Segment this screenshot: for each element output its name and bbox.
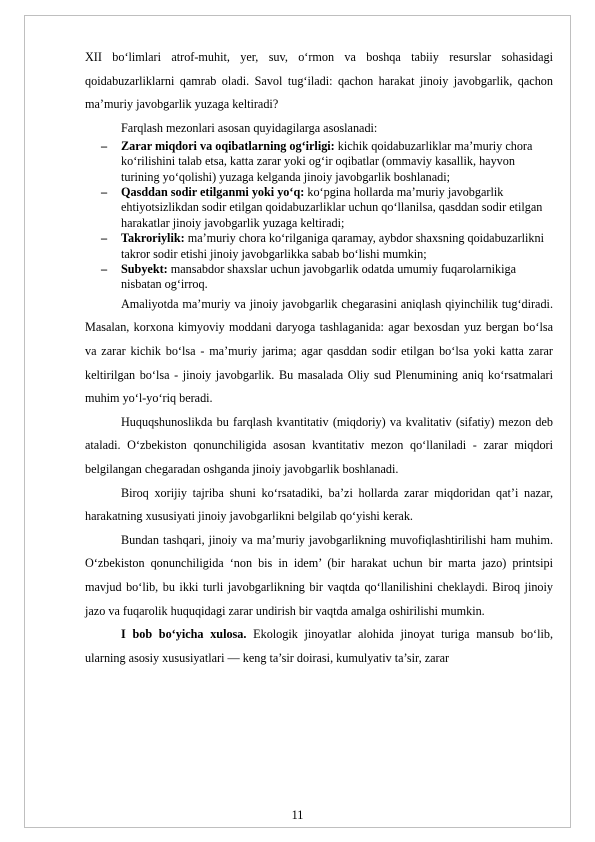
list-item-term: Subyekt: bbox=[121, 262, 168, 277]
list-bullet: – bbox=[101, 138, 108, 153]
paragraph: Amaliyotda ma’muriy va jinoiy javobgarlik chegarasini aniqlash qiyinchilik tug‘diradi. Masalan, korxona kimyoviy moddani daryoga tashlaganida: agar bexosdan yuz bergan bo‘lsa va zarar kichik bo‘lsa - ma’muriy jarima; agar qasddan sodir etilgan bo‘lsa yoki katta zarar keltirilgan bo‘lsa - jinoiy javobgarlik. Bu masalada Oliy sud Plenumining aniq ko‘rsatmalari muhim yo‘l-yo‘riq beradi. bbox=[85, 296, 553, 406]
list-item-text: kichik qoidabuzarliklar ma’muriy chora ko‘rilishini talab etsa, katta zarar yoki og‘ir oqibatlar (ommaviy kasallik, hayvon turining yo‘qolishi) yuzaga kelganda jinoiy javobgarlik boshlanadi; bbox=[121, 138, 533, 184]
paragraph bbox=[85, 623, 553, 670]
list-item-term: Qasddan sodir etilganmi yoki yo‘q: bbox=[121, 185, 305, 199]
paragraph: Bundan tashqari, jinoiy va ma’muriy javobgarlikning muvofiqlashtirilishi ham muhim. O‘zbekiston qonunchiligida ‘non bis in idem’ (bir harakat uchun bir marta jazo) printsipi mavjud bo‘lib, bu ikki turli javobgarlikning bir vaqtda qo‘llanilishini cheklaydi. Biroq jinoiy jazo va fuqarolik huquqidagi zarar undirish bir vaqtda amalga oshirilishi mumkin. bbox=[85, 532, 553, 618]
list-item-term: Takroriylik: bbox=[121, 231, 185, 246]
list-item-term: Zarar miqdori va oqibatlarning og‘irligi: bbox=[121, 138, 335, 153]
summary-heading: I bob bo‘yicha xulosa. bbox=[121, 627, 247, 642]
list-item bbox=[85, 231, 553, 262]
list-bullet: – bbox=[101, 262, 108, 277]
list-item bbox=[85, 139, 553, 185]
paragraph: Biroq xorijiy tajriba shuni ko‘rsatadiki, ba’zi hollarda zarar miqdoridan qat’i nazar, harakatning xususiyati jinoiy javobgarlikni belgilab qo‘yishi kerak. bbox=[85, 485, 553, 524]
paragraph: Huquqshunoslikda bu farqlash kvantitativ (miqdoriy) va kvalitativ (sifatiy) mezon deb ataladi. O‘zbekiston qonunchiligida asosan kvantitativ mezon qo‘llaniladi - zarar miqdori belgilangan chegaradan oshganda jinoiy javobgarlik boshlanadi. bbox=[85, 414, 553, 476]
list-bullet: – bbox=[101, 231, 108, 246]
criteria-list bbox=[85, 139, 553, 293]
list-item-text: ma’muriy chora ko‘rilganiga qaramay, aybdor shaxsning qoidabuzarlikni takror sodir etishi jinoiy javobgarlikka sabab bo‘lishi mumkin; bbox=[121, 231, 544, 261]
list-item bbox=[85, 185, 553, 231]
page-number: 11 bbox=[291, 808, 304, 822]
document-body bbox=[85, 46, 553, 670]
paragraph: Farqlash mezonlari asosan quyidagilarga asoslanadi: bbox=[121, 120, 378, 135]
list-item-text: mansabdor shaxslar uchun javobgarlik odatda umumiy fuqarolarnikiga nisbatan og‘irroq. bbox=[121, 262, 517, 292]
paragraph: XII bo‘limlari atrof-muhit, yer, suv, o‘rmon va boshqa tabiiy resurslar sohasidagi qoidabuzarliklarni qamrab oladi. Savol tug‘iladi: qachon harakat jinoiy javobgarlik, qachon ma’muriy javobgarlik yuzaga keltiradi? bbox=[85, 50, 553, 112]
summary-text: Ekologik jinoyatlar alohida jinoyat turiga mansub bo‘lib, ularning asosiy xususiyatlari — keng ta’sir doirasi, kumulyativ ta’sir, zarar bbox=[85, 627, 554, 665]
list-item bbox=[85, 262, 553, 293]
list-item-text: ko‘pgina hollarda ma’muriy javobgarlik ehtiyotsizlikdan sodir etilgan qoidabuzarliklar uchun qo‘llanilsa, qasddan sodir etilgan harakatlar jinoiy javobgarlik yuzaga keltiradi; bbox=[121, 185, 543, 230]
list-bullet: – bbox=[101, 185, 108, 199]
